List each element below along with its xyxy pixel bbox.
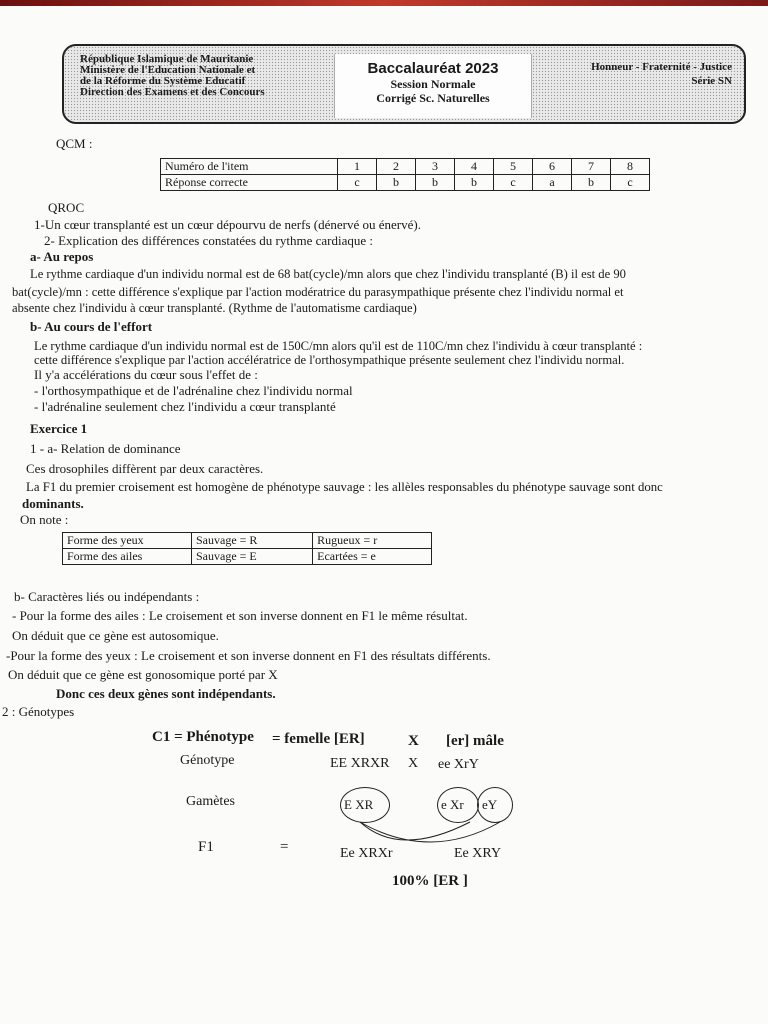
- table-cell: 2: [377, 159, 416, 175]
- qroc-line: Il y'a accélérations du cœur sous l'effet de :: [34, 367, 258, 382]
- qroc-title: QROC: [48, 200, 85, 215]
- exam-session: Session Normale: [390, 77, 476, 91]
- table-cell: Sauvage = E: [192, 549, 313, 565]
- table-cell: Numéro de l'item: [161, 159, 338, 175]
- table-cell: b: [572, 175, 611, 191]
- qroc-line: bat(cycle)/mn : cette différence s'explique par l'action modératrice du parasympathique présente chez l'individu normal et: [12, 285, 624, 299]
- qroc-subtitle: b- Au cours de l'effort: [30, 319, 153, 334]
- ministry-line: de la Réforme du Système Educatif: [80, 75, 246, 87]
- qroc-line: absente chez l'individu à cœur transplanté. (Rythme de l'automatisme cardiaque): [12, 301, 417, 315]
- qcm-table: [160, 158, 650, 191]
- exercise-line: 2 : Génotypes: [2, 704, 75, 719]
- exercise-line: 1 - a- Relation de dominance: [30, 441, 181, 456]
- exercise-line: dominants.: [22, 496, 84, 511]
- gamete: E XR: [344, 797, 374, 812]
- exercise-line: -Pour la forme des yeux : Le croisement et son inverse donnent en F1 des résultats différents.: [6, 648, 491, 663]
- male-phenotype: [er] mâle: [446, 733, 504, 749]
- qroc-line: - l'adrénaline seulement chez l'individu a cœur transplanté: [34, 399, 336, 414]
- table-cell: Ecartées = e: [313, 549, 432, 565]
- table-cell: c: [494, 175, 533, 191]
- table-cell: 1: [338, 159, 377, 175]
- male-genotype: ee XrY: [438, 757, 479, 772]
- top-border: [0, 0, 768, 6]
- table-cell: b: [377, 175, 416, 191]
- cross-symbol: X: [408, 756, 419, 771]
- exercise-line: On déduit que ce gène est gonosomique porté par X: [8, 667, 278, 682]
- ministry-block: [80, 54, 265, 98]
- f1-genotype: Ee XRY: [454, 846, 502, 861]
- exercise-line: - Pour la forme des ailes : Le croisement et son inverse donnent en F1 le même résultat.: [12, 608, 468, 623]
- cross-symbol: X: [408, 733, 419, 749]
- table-cell: c: [338, 175, 377, 191]
- allele-note-table: [62, 532, 432, 565]
- table-cell: 6: [533, 159, 572, 175]
- qroc-line: Le rythme cardiaque d'un individu normal est de 150C/mn alors qu'il est de 110C/mn chez l'individu à cœur transplanté :: [34, 339, 643, 353]
- qroc-line: 2- Explication des différences constatées du rythme cardiaque :: [44, 233, 373, 248]
- table-row: [161, 159, 650, 175]
- exam-title: Baccalauréat 2023: [367, 60, 499, 77]
- table-cell: 4: [455, 159, 494, 175]
- ministry-line: République Islamique de Mauritanie: [80, 53, 254, 65]
- table-cell: Rugueux = r: [313, 533, 432, 549]
- f1-result: 100% [ER ]: [392, 873, 468, 889]
- equals-sign: =: [280, 839, 289, 855]
- table-cell: Sauvage = R: [192, 533, 313, 549]
- table-row: [63, 533, 432, 549]
- exam-title-block: [334, 54, 532, 118]
- gamete: eY: [482, 797, 498, 812]
- document-header: [62, 44, 746, 124]
- exercise-title: Exercice 1: [30, 421, 88, 436]
- table-cell: 8: [611, 159, 650, 175]
- fusion-line: [360, 822, 500, 842]
- table-cell: b: [455, 175, 494, 191]
- table-cell: 3: [416, 159, 455, 175]
- serie: Série SN: [691, 75, 732, 87]
- f1-genotype: Ee XRXr: [340, 846, 393, 861]
- qcm-label: QCM :: [56, 136, 93, 151]
- qroc-line: Le rythme cardiaque d'un individu normal est de 68 bat(cycle)/mn alors que chez l'individu transplanté (B) il est de 90: [30, 267, 626, 281]
- exercise-line: Ces drosophiles diffèrent par deux caractères.: [26, 461, 264, 476]
- table-cell: Forme des ailes: [63, 549, 192, 565]
- cross-label: C1 = Phénotype: [152, 729, 254, 745]
- table-cell: c: [611, 175, 650, 191]
- table-row: [161, 175, 650, 191]
- motto-block: [591, 60, 732, 88]
- gamete: e Xr: [441, 797, 464, 812]
- qroc-line: cette différence s'explique par l'action accélératrice de l'orthosympathique présente seulement chez l'individu normal.: [34, 353, 625, 367]
- table-row: [63, 549, 432, 565]
- female-genotype: EE XRXR: [330, 756, 390, 771]
- qroc-line: - l'orthosympathique et de l'adrénaline chez l'individu normal: [34, 383, 353, 398]
- table-cell: a: [533, 175, 572, 191]
- exercise-line: On note :: [20, 512, 69, 527]
- female-phenotype: = femelle [ER]: [272, 731, 365, 747]
- table-cell: 7: [572, 159, 611, 175]
- ministry-line: Direction des Examens et des Concours: [80, 86, 265, 98]
- table-cell: b: [416, 175, 455, 191]
- motto: Honneur - Fraternité - Justice: [591, 61, 732, 73]
- ministry-line: Ministère de l'Education Nationale et: [80, 64, 256, 76]
- exercise-line: b- Caractères liés ou indépendants :: [14, 589, 200, 604]
- table-cell: Forme des yeux: [63, 533, 192, 549]
- exercise-line: La F1 du premier croisement est homogène de phénotype sauvage : les allèles responsables du phénotype sauvage sont donc: [26, 480, 663, 494]
- table-cell: 5: [494, 159, 533, 175]
- table-cell: Réponse correcte: [161, 175, 338, 191]
- genotype-label: Génotype: [180, 753, 235, 768]
- f1-label: F1: [198, 839, 214, 855]
- exercise-line: On déduit que ce gène est autosomique.: [12, 628, 219, 643]
- exercise-conclusion: Donc ces deux gènes sont indépendants.: [56, 686, 276, 701]
- fusion-line: [360, 822, 470, 840]
- gametes-label: Gamètes: [186, 794, 235, 809]
- qroc-subtitle: a- Au repos: [30, 249, 94, 264]
- exam-subject: Corrigé Sc. Naturelles: [376, 91, 490, 105]
- qroc-line: 1-Un cœur transplanté est un cœur dépourvu de nerfs (dénervé ou énervé).: [34, 217, 421, 232]
